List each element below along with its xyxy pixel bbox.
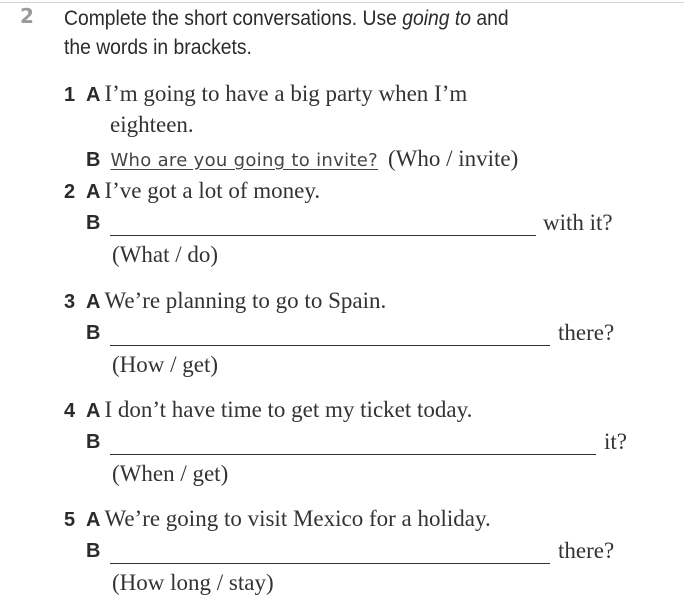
bracket-hint: (What / do) <box>112 242 219 267</box>
item-2-b-label <box>86 212 100 235</box>
item-5-hint <box>112 570 274 596</box>
speaker-a-text: I’m going to have a big party when I’m <box>104 81 468 106</box>
speaker-a-text: We’re going to visit Mexico for a holiday. <box>104 506 491 531</box>
instruction-text-3: the words in brackets. <box>64 36 252 59</box>
answer-blank-5[interactable] <box>110 563 550 564</box>
item-1-b-line <box>86 146 518 172</box>
item-2-a-line <box>64 178 320 204</box>
speaker-a-text: I’ve got a lot of money. <box>104 178 321 203</box>
speaker-a-text-cont: eighteen. <box>110 112 194 137</box>
speaker-a-label: A <box>86 509 101 531</box>
item-3-b-label <box>86 322 100 345</box>
item-1-a-line <box>64 81 467 107</box>
answer-blank-3[interactable] <box>110 345 550 346</box>
bracket-hint: (How / get) <box>112 352 219 377</box>
item-number: 4 <box>64 400 76 422</box>
sentence-end: there? <box>558 320 615 345</box>
item-4-a-line <box>64 397 472 423</box>
item-4-hint <box>112 461 228 487</box>
bracket-hint: (When / get) <box>112 461 229 486</box>
instruction-emphasis: going to <box>402 7 472 30</box>
speaker-b-label: B <box>86 322 101 344</box>
item-5-a-line <box>64 506 491 532</box>
speaker-b-label: B <box>86 431 101 453</box>
item-1-a-line-2 <box>110 112 194 138</box>
item-number: 3 <box>64 291 76 313</box>
speaker-b-label: B <box>86 212 101 234</box>
speaker-b-label: B <box>86 540 101 562</box>
item-5-b-label <box>86 540 100 563</box>
top-border <box>0 2 684 3</box>
item-2-hint <box>112 242 218 268</box>
handwritten-answer: Who are you going to invite? <box>110 150 378 171</box>
bracket-hint: (How long / stay) <box>112 570 274 595</box>
item-3-b-end <box>558 320 614 346</box>
exercise-number: 2 <box>20 4 34 28</box>
speaker-b-label: B <box>86 149 101 171</box>
item-3-a-line <box>64 288 386 314</box>
answer-blank-4[interactable] <box>110 454 596 455</box>
item-2-b-end <box>543 210 613 236</box>
speaker-a-label: A <box>86 291 101 313</box>
speaker-a-label: A <box>86 181 101 203</box>
answer-blank-2[interactable] <box>110 235 536 236</box>
exercise-instruction <box>64 4 616 62</box>
speaker-a-text: I don’t have time to get my ticket today. <box>104 397 473 422</box>
item-3-hint <box>112 352 218 378</box>
sentence-end: there? <box>558 538 615 563</box>
item-number: 1 <box>64 84 76 106</box>
instruction-text-2: and <box>471 7 509 30</box>
item-4-b-end <box>604 429 627 455</box>
sentence-end: it? <box>604 429 627 454</box>
instruction-text-1: Complete the short conversations. Use <box>64 7 403 30</box>
item-5-b-end <box>558 538 614 564</box>
speaker-a-label: A <box>86 400 101 422</box>
sentence-end: with it? <box>543 210 613 235</box>
bracket-hint: (Who / invite) <box>387 146 519 171</box>
item-4-b-label <box>86 431 100 454</box>
item-number: 2 <box>64 181 76 203</box>
item-number: 5 <box>64 509 76 531</box>
speaker-a-label: A <box>86 84 101 106</box>
speaker-a-text: We’re planning to go to Spain. <box>104 288 387 313</box>
